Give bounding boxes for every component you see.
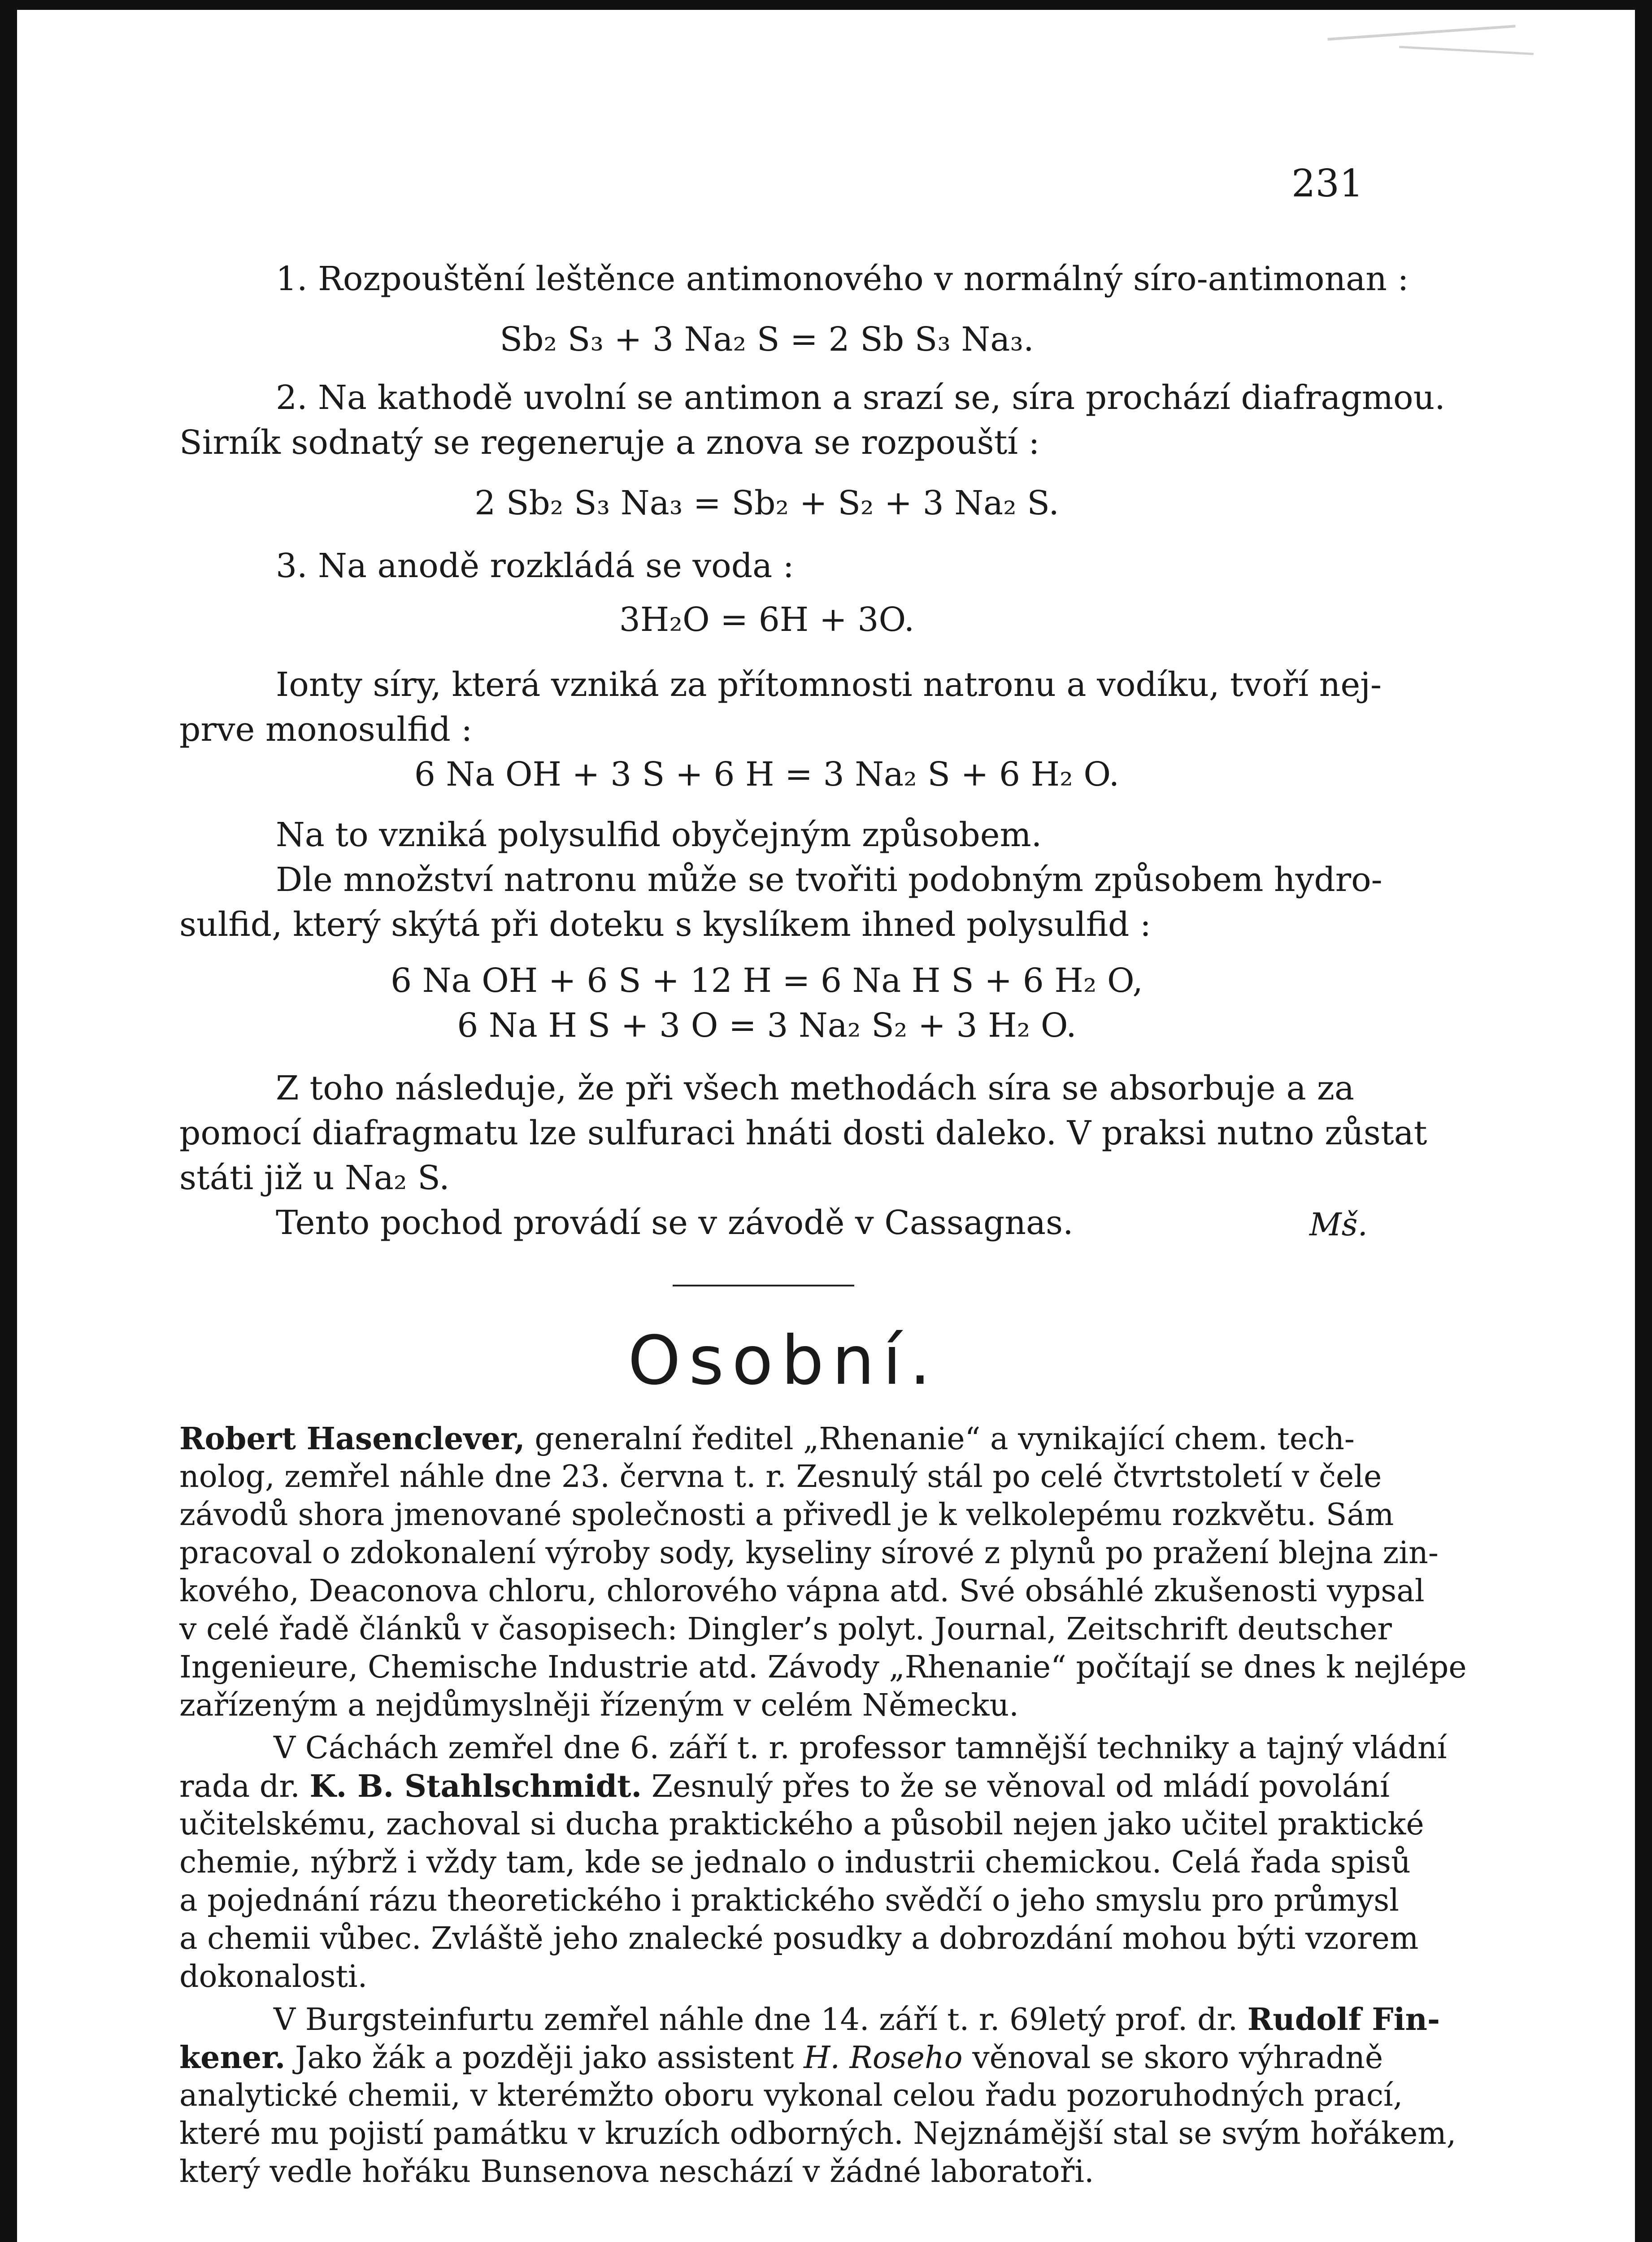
text-line: Robert Hasenclever, generalní ředitel „Rhenanie“ a vynikající chem. tech- bbox=[179, 1421, 1355, 1457]
equation: Sb₂ S₃ + 3 Na₂ S = 2 Sb S₃ Na₃. bbox=[500, 320, 1034, 359]
person-name: Rudolf Fin- bbox=[1247, 2002, 1440, 2038]
scan-border-right bbox=[1635, 0, 1652, 2242]
section-heading: Osobní. bbox=[628, 1322, 939, 1400]
text-line: Z toho následuje, že při všech methodách síra se absorbuje a za bbox=[276, 1069, 1354, 1108]
text-line: 1. Rozpouštění leštěnce antimonového v normálný síro-antimonan : bbox=[276, 260, 1409, 298]
text-line: zařízeným a nejdůmyslněji řízeným v celém Německu. bbox=[179, 1688, 1019, 1723]
scan-smudge bbox=[1327, 25, 1515, 40]
text-line: analytické chemii, v kterémžto oboru vykonal celou řadu pozoruhodných prací, bbox=[179, 2078, 1403, 2113]
text-line: v celé řadě článků v časopisech: Dingler’s polyt. Journal, Zeitschrift deutscher bbox=[179, 1612, 1392, 1647]
scan-border-top bbox=[0, 0, 1652, 10]
scan-smudge bbox=[1399, 46, 1534, 55]
scan-border-left bbox=[0, 0, 17, 2242]
text-line: 3. Na anodě rozkládá se voda : bbox=[276, 547, 794, 585]
text-line: závodů shora jmenované společnosti a přivedl je k velkolepému rozkvětu. Sám bbox=[179, 1497, 1394, 1533]
person-name: kener. bbox=[179, 2040, 286, 2076]
text-line: a pojednání rázu theoretického i praktického svědčí o jeho smyslu pro průmysl bbox=[179, 1883, 1399, 1918]
text-line: Tento pochod provádí se v závodě v Cassagnas. bbox=[276, 1204, 1074, 1242]
page-number: 231 bbox=[1291, 161, 1364, 205]
author-signature: Mš. bbox=[1309, 1206, 1368, 1243]
equation: 6 Na H S + 3 O = 3 Na₂ S₂ + 3 H₂ O. bbox=[457, 1006, 1077, 1045]
text-line: státi již u Na₂ S. bbox=[179, 1159, 450, 1197]
text-line: který vedle hořáku Bunsenova neschází v žádné laboratoři. bbox=[179, 2154, 1094, 2190]
text-line: pomocí diafragmatu lze sulfuraci hnáti dosti daleko. V praksi nutno zůstat bbox=[179, 1114, 1427, 1152]
section-divider bbox=[673, 1285, 854, 1286]
text-line: prve monosulfid : bbox=[179, 710, 473, 749]
text-line: Ingenieure, Chemische Industrie atd. Závody „Rhenanie“ počítají se dnes k nejlépe bbox=[179, 1650, 1467, 1685]
text-line: chemie, nýbrž i vždy tam, kde se jednalo o industrii chemickou. Celá řada spisů bbox=[179, 1845, 1411, 1880]
text-line: učitelskému, zachoval si ducha praktického a působil nejen jako učitel praktické bbox=[179, 1807, 1424, 1842]
text-line: 2. Na kathodě uvolní se antimon a srazí se, síra prochází diafragmou. bbox=[276, 378, 1445, 417]
equation: 6 Na OH + 6 S + 12 H = 6 Na H S + 6 H₂ O, bbox=[391, 961, 1143, 1000]
text-line: V Cáchách zemřel dne 6. září t. r. professor tamnější techniky a tajný vládní bbox=[274, 1730, 1447, 1766]
text-line: nolog, zemřel náhle dne 23. června t. r. Zesnulý stál po celé čtvrtstoletí v čele bbox=[179, 1459, 1382, 1495]
text-line: V Burgsteinfurtu zemřel náhle dne 14. září t. r. 69letý prof. dr. Rudolf Fin- bbox=[274, 2002, 1440, 2038]
text-line: Sirník sodnatý se regeneruje a znova se rozpouští : bbox=[179, 423, 1040, 462]
equation: 6 Na OH + 3 S + 6 H = 3 Na₂ S + 6 H₂ O. bbox=[414, 755, 1120, 794]
text-line: sulfid, který skýtá při doteku s kyslíkem ihned polysulfid : bbox=[179, 905, 1151, 944]
text-line: Dle množství natronu může se tvořiti podobným způsobem hydro- bbox=[276, 860, 1382, 899]
equation: 2 Sb₂ S₃ Na₃ = Sb₂ + S₂ + 3 Na₂ S. bbox=[474, 484, 1059, 522]
text-line: kener. Jako žák a později jako assistent H. Roseho věnoval se skoro výhradně bbox=[179, 2040, 1383, 2076]
person-name: K. B. Stahlschmidt. bbox=[309, 1768, 642, 1804]
person-name-italic: H. Roseho bbox=[804, 2040, 963, 2076]
person-name: Robert Hasenclever, bbox=[179, 1421, 525, 1457]
text-line: rada dr. K. B. Stahlschmidt. Zesnulý přes to že se věnoval od mládí povolání bbox=[179, 1768, 1390, 1804]
text-line: které mu pojistí památku v kruzích odborných. Nejznámější stal se svým hořákem, bbox=[179, 2116, 1456, 2151]
text-line: kového, Deaconova chloru, chlorového vápna atd. Své obsáhlé zkušenosti vypsal bbox=[179, 1573, 1425, 1609]
text-line: dokonalosti. bbox=[179, 1959, 368, 1994]
text-line: Na to vzniká polysulfid obyčejným způsobem. bbox=[276, 816, 1042, 854]
text-line: a chemii vůbec. Zvláště jeho znalecké posudky a dobrozdání mohou býti vzorem bbox=[179, 1921, 1419, 1956]
equation: 3H₂O = 6H + 3O. bbox=[619, 600, 915, 639]
text-line: Ionty síry, která vzniká za přítomnosti natronu a vodíku, tvoří nej- bbox=[276, 665, 1382, 704]
text-line: pracoval o zdokonalení výroby sody, kyseliny sírové z plynů po pražení blejna zin- bbox=[179, 1535, 1439, 1571]
